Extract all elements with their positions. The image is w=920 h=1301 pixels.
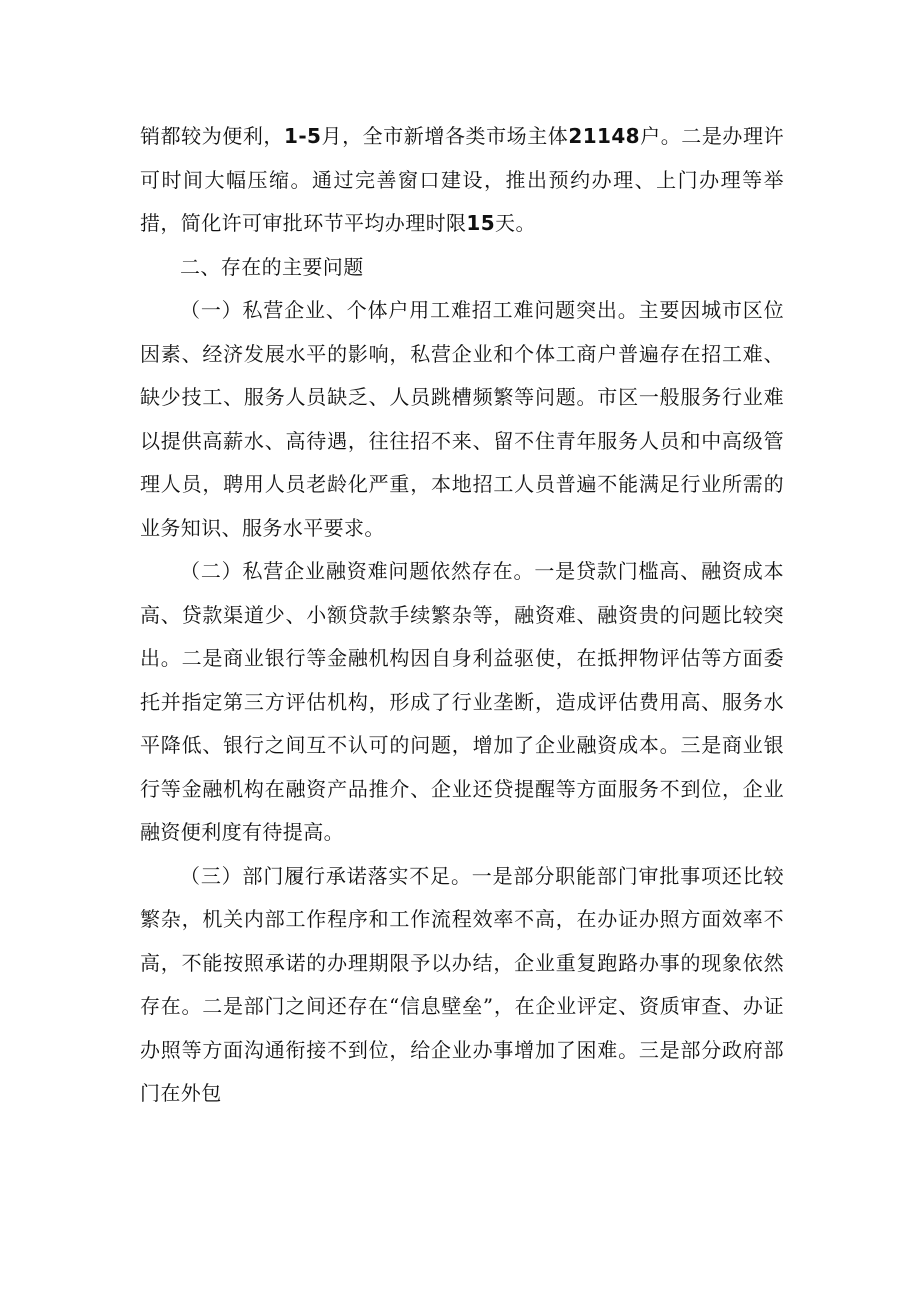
text-segment: 月，全市新增各类市场主体 — [321, 124, 569, 148]
text-segment: 销都较为便利， — [140, 124, 284, 148]
document-page — [140, 115, 784, 1116]
paragraph-recruitment: （一）私营企业、个体户用工难招工难问题突出。主要因城市区位因素、经济发展水平的影响，私营企业和个体工商户普遍存在招工难、缺少技工、服务人员缺乏、人员跳槽频繁等问题。市区一般服务行业难以提供高薪水、高待遇，往往招不来、留不住青年服务人员和中高级管理人员，聘用人员老龄化严重，本地招工人员普遍不能满足行业所需的业务知识、服务水平要求。 — [140, 298, 784, 540]
paragraph-financing: （二）私营企业融资难问题依然存在。一是贷款门槛高、融资成本高、贷款渠道少、小额贷款手续繁杂等，融资难、融资贵的问题比较突出。二是商业银行等金融机构因自身利益驱使，在抵押物评估等方面委托并指定第三方评估机构，形成了行业垄断，造成评估费用高、服务水平降低、银行之间互不认可的问题，增加了企业融资成本。三是商业银行等金融机构在融资产品推介、企业还贷提醒等方面服务不到位，企业融资便利度有待提高。 — [140, 559, 784, 844]
number-days: 15 — [466, 211, 496, 235]
text-segment: 天。 — [495, 211, 536, 235]
paragraph-market-entities — [140, 115, 784, 246]
number-months: 1-5 — [284, 124, 322, 148]
paragraph-commitments: （三）部门履行承诺落实不足。一是部分职能部门审批事项还比较繁杂，机关内部工作程序和工作流程效率不高，在办证办照方面效率不高，不能按照承诺的办理期限予以办结，企业重复跑路办事的现象依然存在。二是部门之间还存在“信息壁垒”，在企业评定、资质审查、办证办照等方面沟通衔接不到位，给企业办事增加了困难。三是部分政府部门在外包 — [140, 863, 784, 1105]
text-segment: 户。二是办理许可时间大幅压缩。通过完善窗口建设，推出预约办理、上门办理等举措，简化许可审批环节平均办理时限 — [140, 124, 784, 235]
section-heading: 二、存在的主要问题 — [180, 254, 364, 279]
number-new-entities: 21148 — [568, 124, 640, 148]
